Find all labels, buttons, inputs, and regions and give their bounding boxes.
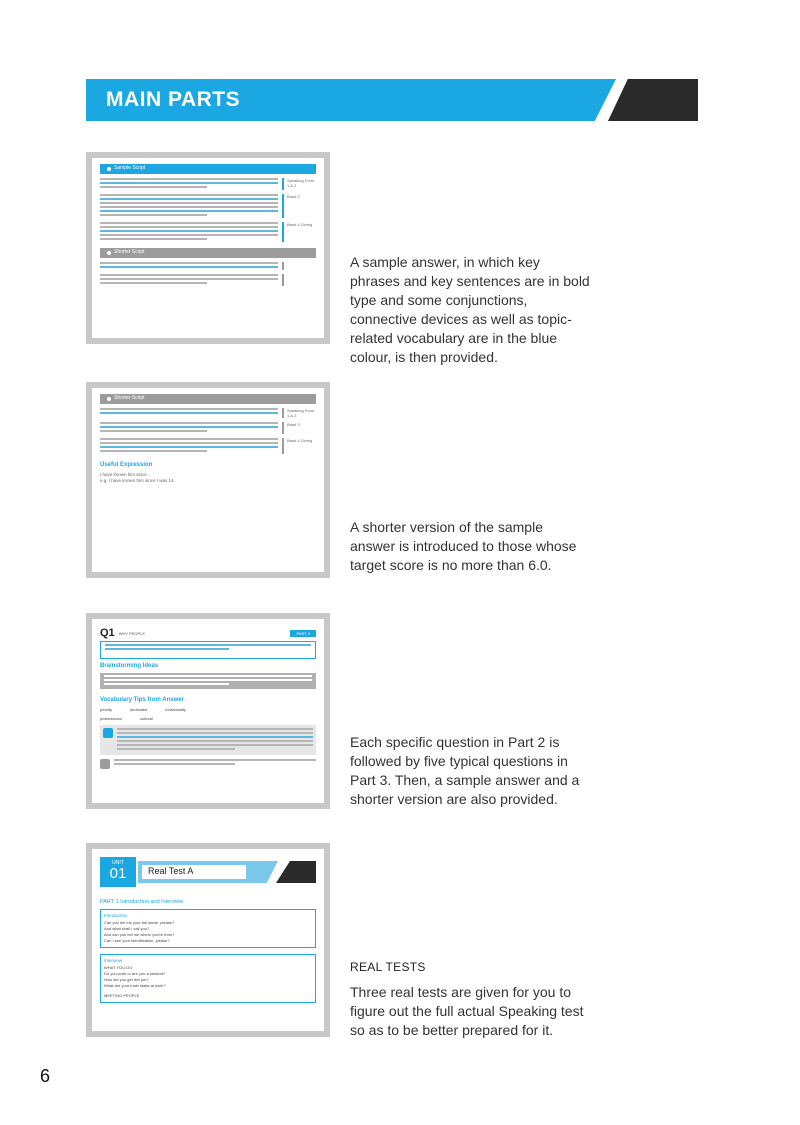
side-note: Band 3 [282,194,316,218]
vocab-word: priority [100,707,113,712]
side-note: Band 4 Giving [282,222,316,242]
side-note: Band 3 [282,422,316,434]
shorter-script-bar [100,394,316,404]
box-line: Can I see your identification, please? [104,938,170,943]
header-title: MAIN PARTS [106,88,241,111]
caption-sample-answer: A sample answer, in which key phrases and key sentences are in bold type and some conjunctions, connective devices as well as topic-related vocabulary are in the blue colour, is then provided. [350,254,590,365]
caption-shorter-version: A shorter version of the sample answer is introduced to those whose target score is no more than 6.0. [350,519,577,573]
caption-real-tests [350,958,590,1040]
brainstorm-box [100,673,316,689]
shorter-script-label: Shorter Script [114,249,145,255]
box-line: And can you tell me where you're from? [104,932,175,937]
useful-expression-heading: Useful Expression [100,462,153,468]
side-note: Speaking Form 1 & 2 [282,178,316,190]
vocabulary-row [100,716,316,721]
vocabulary-heading: Vocabulary Tips from Answer [100,697,184,703]
box-line: Do you work or are you a student? [104,971,166,976]
vocab-word: individuality [165,707,187,712]
thumbnail-part3-questions [86,613,330,809]
part-tag: PART 3 [290,630,316,637]
unit-title: Real Test A [148,866,194,876]
box-line: Can you tell me your full name, please? [104,920,175,925]
box-line: How did you get this job? [104,977,149,982]
expression-note: I have known him since... [100,472,151,477]
section-header [86,79,698,121]
vocabulary-row [100,707,316,712]
box-line: MEETING PEOPLE [104,993,140,998]
box-line: What are your main tasks at work? [104,983,166,988]
unit-header [100,857,316,887]
question-tag: WHY PEOPLE [118,630,146,636]
thumbnail-shorter-version [86,382,330,578]
shorter-script-bar [100,248,316,258]
vocab-word: dedicated [130,707,148,712]
brainstorm-heading: Brainstorming Ideas [100,663,159,669]
box-line: WHAT YOU DO [104,965,133,970]
unit-label: UNIT [112,860,124,866]
interview-box [100,954,316,1003]
thumbnail-real-test [86,843,330,1037]
vocab-word: possessions [100,716,123,721]
vocab-word: cultural [140,716,153,721]
speaker-icon [103,728,113,738]
speaker-icon [100,759,110,769]
sample-script-label: Sample Script [114,165,146,171]
sample-script-bar [100,164,316,174]
question-number: Q1 [100,627,115,639]
real-tests-text: Three real tests are given for you to figure out the full actual Speaking test so as to be better prepared for it. [350,984,584,1038]
question-box [100,641,316,659]
shorter-script-label: Shorter Script [114,395,145,401]
introduction-box [100,909,316,948]
expression-example: e.g. I have known him since I was 14. [100,478,175,483]
unit-number: 01 [109,865,127,882]
box-label: Introduction [104,913,128,918]
part-line: PART 1 Introduction and Interview [100,899,184,905]
unit-badge [100,857,136,887]
real-tests-heading: REAL TESTS [350,960,426,974]
page-number: 6 [40,1066,51,1086]
box-label: Interview [104,958,123,963]
caption-part3: Each specific question in Part 2 is followed by five typical questions in Part 3. Then, a sample answer and a shorter version are also provided. [350,734,580,807]
side-note: Speaking Form 1 & 2 [282,408,316,418]
side-note: Band 4 Giving [282,438,316,454]
thumbnail-sample-answer [86,152,330,344]
box-line: And what shall I call you? [104,926,150,931]
header-dark-band [608,79,698,121]
